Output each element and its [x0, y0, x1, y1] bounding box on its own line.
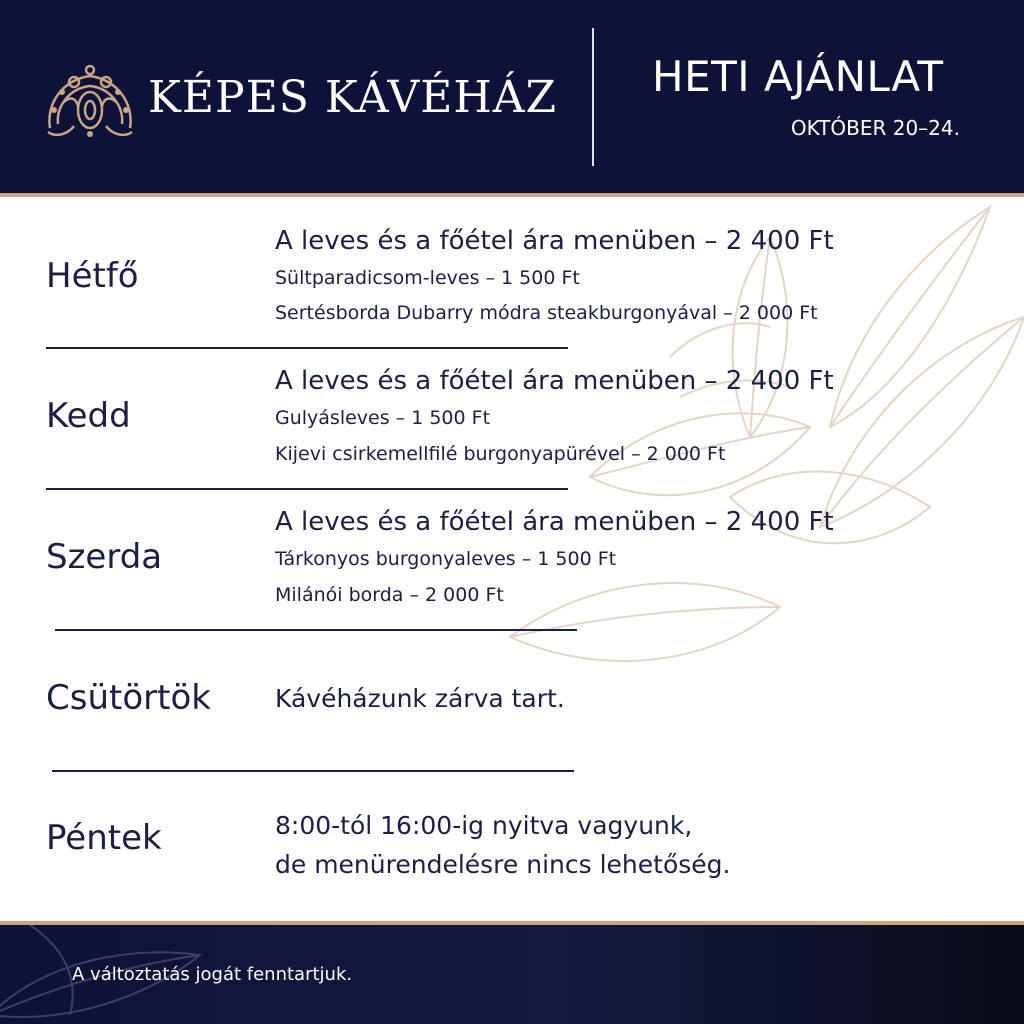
header-banner: [0, 0, 1024, 193]
dish-tuesday: Kijevi csirkemellfilé burgonyapürével – 2 000 Ft: [275, 443, 726, 465]
dish-wednesday: Milánói borda – 2 000 Ft: [275, 584, 504, 606]
soup-monday: Sültparadicsom-leves – 1 500 Ft: [275, 267, 580, 289]
soup-tuesday: Gulyásleves – 1 500 Ft: [275, 407, 491, 429]
dish-monday: Sertésborda Dubarry módra steakburgonyával – 2 000 Ft: [275, 302, 818, 324]
friday-notice-line2: de menürendelésre nincs lehetőség.: [275, 850, 731, 879]
header-divider: [592, 28, 594, 166]
menu-price-wednesday: A leves és a főétel ára menüben – 2 400 Ft: [275, 507, 834, 537]
separator: [52, 770, 574, 772]
offer-dates: OKTÓBER 20–24.: [790, 116, 960, 140]
footer-banner: [0, 925, 1024, 1024]
menu-price-tuesday: A leves és a főétel ára menüben – 2 400 Ft: [275, 366, 834, 396]
soup-wednesday: Tárkonyos burgonyaleves – 1 500 Ft: [275, 548, 617, 570]
day-monday: Hétfő: [46, 256, 139, 296]
separator: [46, 488, 568, 490]
menu-price-monday: A leves és a főétel ára menüben – 2 400 Ft: [275, 226, 834, 256]
day-friday: Péntek: [46, 818, 162, 858]
day-tuesday: Kedd: [46, 396, 131, 436]
friday-notice-line1: 8:00-tól 16:00-ig nyitva vagyunk,: [275, 811, 693, 840]
offer-title: HETI AJÁNLAT: [652, 52, 944, 101]
brand-name: KÉPES KÁVÉHÁZ: [148, 72, 558, 123]
separator: [46, 347, 568, 349]
separator: [55, 629, 577, 631]
closed-notice-thursday: Kávéházunk zárva tart.: [275, 684, 565, 713]
day-thursday: Csütörtök: [46, 678, 211, 718]
footer-note: A változtatás jogát fenntartjuk.: [72, 964, 353, 985]
day-wednesday: Szerda: [46, 537, 163, 577]
ornamental-medallion-icon: [44, 62, 136, 140]
